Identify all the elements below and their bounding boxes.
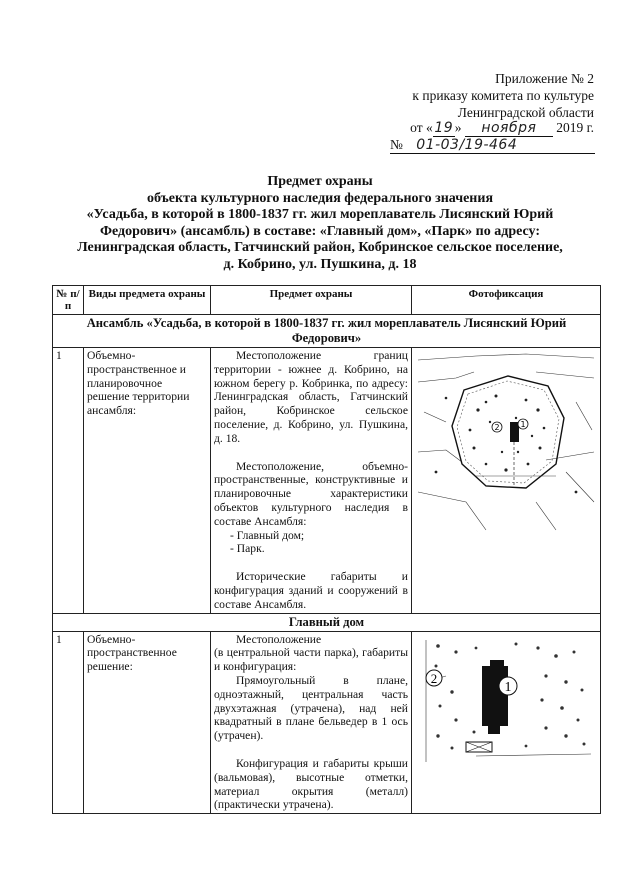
map-label-1: 1 — [504, 679, 512, 695]
section-ensemble-title: Ансамбль «Усадьба, в которой в 1800-1837 гг. жил мореплаватель Лисянский Юрий Федорович» — [53, 315, 601, 348]
title-line-5: Ленинградская область, Гатчинский район, Кобринское сельское поселение, — [77, 240, 563, 255]
date-month: ноября — [465, 120, 553, 137]
order-date — [410, 120, 594, 137]
map-label-2: 2 — [494, 423, 500, 432]
document-title — [40, 174, 600, 273]
order-number — [390, 137, 595, 154]
section-main-house-title: Главный дом — [53, 613, 601, 631]
row-subject — [211, 631, 412, 814]
map-label-1: 1 — [520, 420, 526, 429]
appendix-label: Приложение № 2 — [495, 71, 594, 86]
map-label-2: 2 — [430, 670, 438, 686]
order-reference: к приказу комитета по культуре — [412, 88, 594, 103]
subject-paragraph: (в центральной части парка), габариты и конфигурация: — [214, 646, 408, 674]
ensemble-map-image — [416, 352, 597, 532]
committee-region: Ленинградской области — [457, 105, 594, 120]
header-photo: Фотофиксация — [412, 286, 601, 315]
main-house-shape — [510, 422, 519, 442]
number-value: 01-03/19-464 — [416, 137, 518, 153]
number-prefix: № — [390, 137, 403, 152]
subject-paragraph: Исторические габариты и конфигурация зданий и сооружений в составе Ансамбля. — [214, 570, 408, 611]
row-type: Объемно-пространственное решение: — [84, 631, 211, 814]
table-header-row — [53, 286, 601, 315]
header-subject: Предмет охраны — [211, 286, 412, 315]
title-line-1: Предмет охраны — [267, 174, 373, 189]
row-type: Объемно-пространственное и планировочное решение территории ансамбля: — [84, 348, 211, 614]
section-main-house — [53, 613, 601, 631]
table-row — [53, 631, 601, 814]
header-num: № п/п — [53, 286, 84, 315]
subject-bullet: - Парк. — [230, 542, 265, 556]
subject-bullet: - Главный дом; — [230, 528, 305, 542]
title-line-6: д. Кобрино, ул. Пушкина, д. 18 — [223, 256, 417, 272]
section-ensemble — [53, 315, 601, 348]
subject-paragraph: Местоположение, объемно-пространственные, конструктивные и планировочные характеристики объектов культурного наследия в составе Ансамбля: — [214, 459, 408, 528]
row-num: 1 — [53, 348, 84, 614]
row-photo — [412, 631, 601, 814]
date-day: 19 — [434, 120, 454, 136]
date-year: 2019 г. — [556, 120, 594, 135]
protection-subject-table — [52, 285, 601, 814]
title-line-3: «Усадьба, в которой в 1800-1837 гг. жил мореплаватель Лисянский Юрий — [86, 207, 554, 222]
table-row — [53, 348, 601, 614]
title-line-2: объекта культурного наследия федерального значения — [146, 190, 494, 206]
subject-paragraph: Прямоугольный в плане, одноэтажный, центральная часть двухэтажная (утрачена), над ней квадратный в плане бельведер в 1 ось (утрачен). — [214, 673, 408, 743]
subject-paragraph: Местоположение — [236, 632, 322, 646]
main-house-silhouette — [482, 660, 508, 734]
main-house-map-image — [416, 636, 597, 766]
row-subject — [211, 348, 412, 614]
title-line-4: Федорович» (ансамбль) в составе: «Главный дом», «Парк» по адресу: — [99, 223, 540, 239]
header-types: Виды предмета охраны — [84, 286, 211, 315]
subject-paragraph: Местоположение границ территории - южнее д. Кобрино, на южном берегу р. Кобринка, по адресу: Ленинградская область, Гатчинский район, Кобринское сельское поселение, д. Кобрино, ул. Пушкина, д. 18. — [214, 349, 408, 445]
subject-paragraph: Конфигурация и габариты крыши (вальмовая), высотные отметки, материал окрытия (металл) (практически утрачена). — [214, 756, 408, 812]
row-num: 1 — [53, 631, 84, 814]
date-prefix: от « — [410, 120, 433, 135]
row-photo — [412, 348, 601, 614]
date-mid: » — [454, 120, 462, 135]
